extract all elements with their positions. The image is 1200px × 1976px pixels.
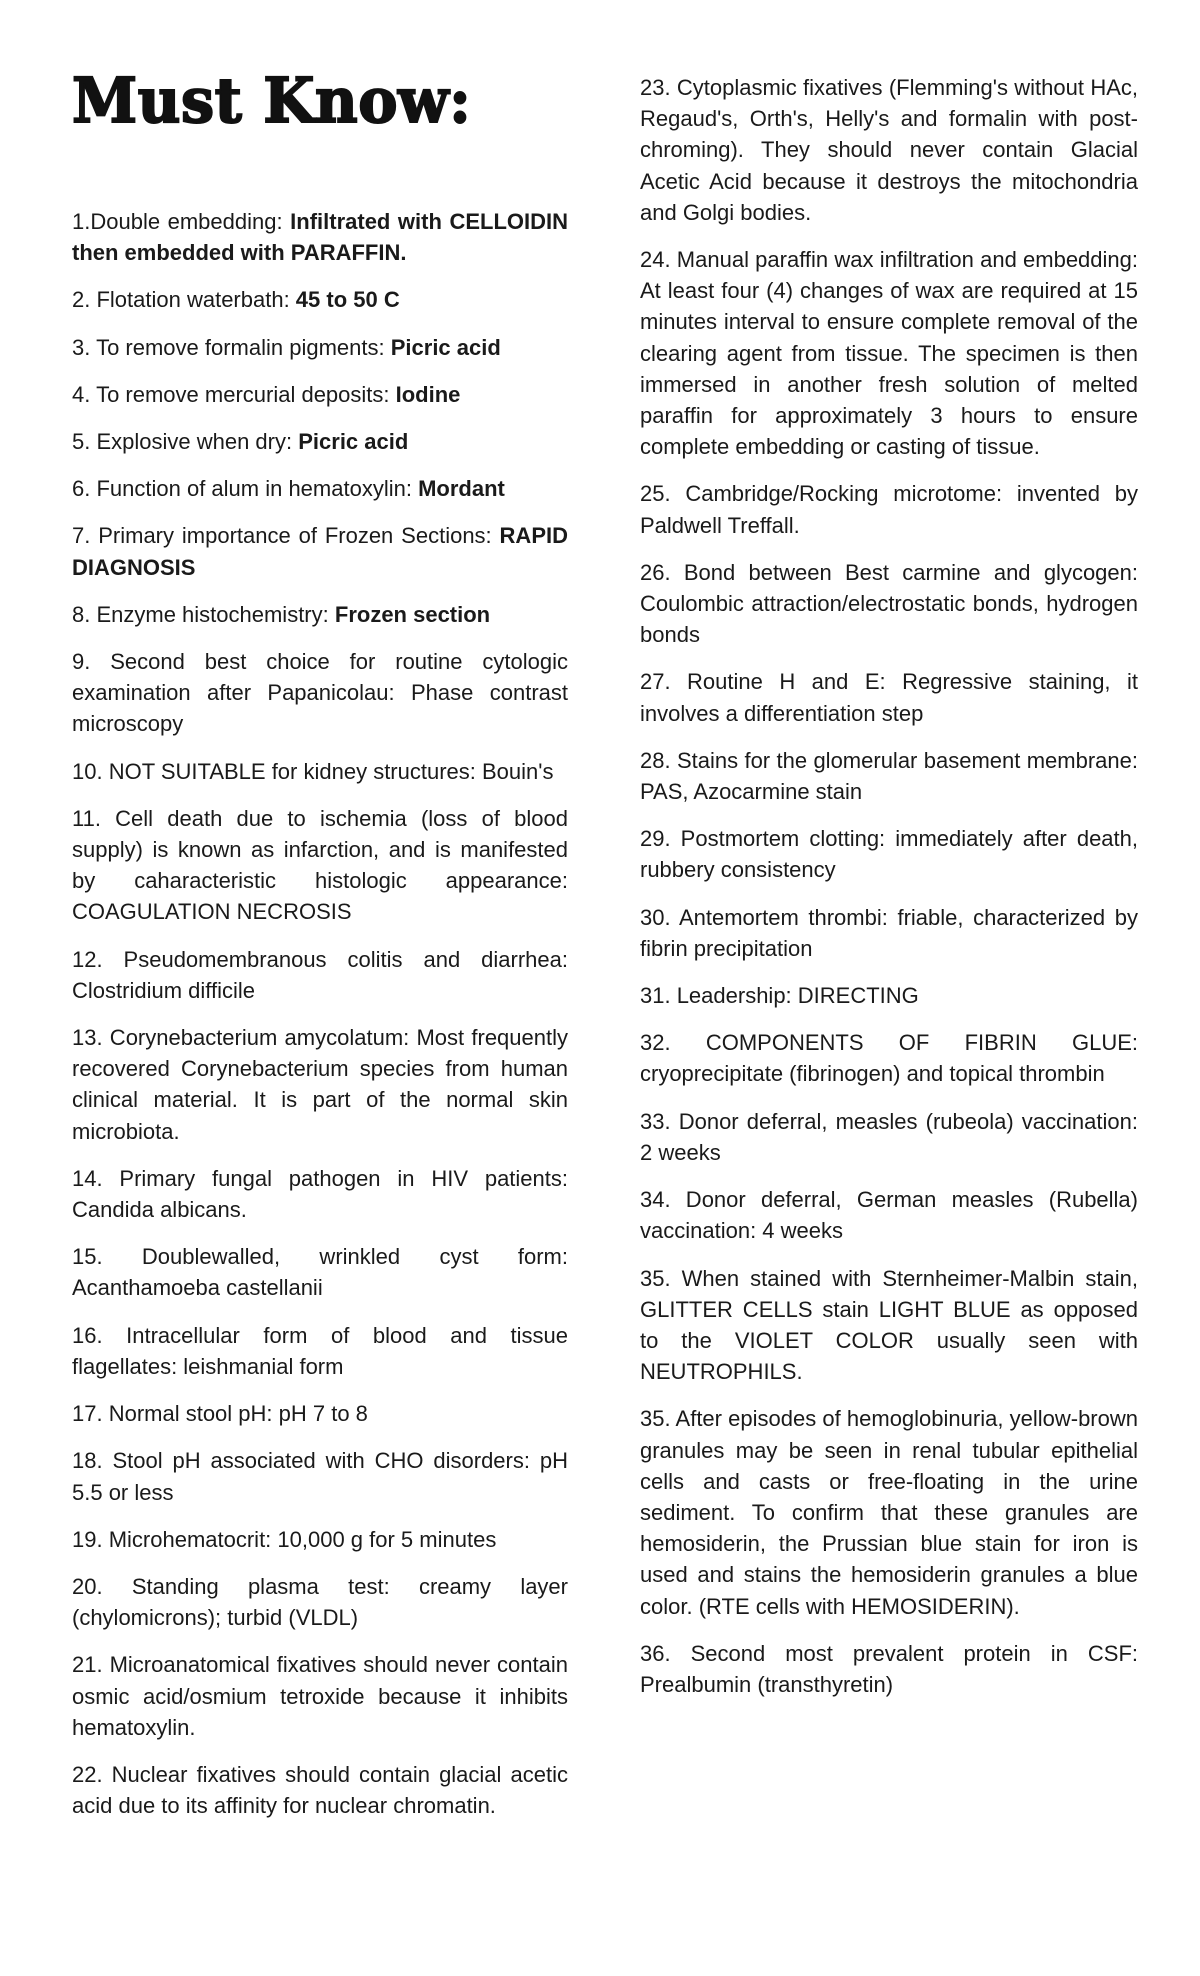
list-item: 13. Corynebacterium amycolatum: Most frequently recovered Corynebacterium species from human clinical material. It is part of the normal skin microbiota. — [72, 1025, 568, 1144]
list-item: 6. Function of alum in hematoxylin: Mordant — [72, 476, 505, 502]
list-item: 23. Cytoplasmic fixatives (Flemming's without HAc, Regaud's, Orth's, Helly's and formalin with post-chroming). They should never contain Glacial Acetic Acid because it destroys the mitochondria and Golgi bodies. — [640, 75, 1138, 225]
right-column — [640, 72, 1138, 1716]
list-item: 28. Stains for the glomerular basement membrane: PAS, Azocarmine stain — [640, 747, 1138, 805]
list-item: 1.Double embedding: Infiltrated with CELLOIDIN then embedded with PARAFFIN. — [72, 209, 568, 266]
list-item: 20. Standing plasma test: creamy layer (chylomicrons); turbid (VLDL) — [72, 1573, 568, 1631]
list-item: 31. Leadership: DIRECTING — [640, 983, 919, 1009]
page-title: Must Know: — [72, 64, 472, 137]
list-item: 12. Pseudomembranous colitis and diarrhea: Clostridium difficile — [72, 946, 568, 1003]
list-item: 10. NOT SUITABLE for kidney structures: Bouin's — [72, 758, 554, 784]
list-item: 3. To remove formalin pigments: Picric acid — [72, 334, 501, 360]
list-item: 30. Antemortem thrombi: friable, characterized by fibrin precipitation — [640, 904, 1138, 961]
list-item: 29. Postmortem clotting: immediately after death, rubbery consistency — [640, 826, 1138, 883]
list-item: 33. Donor deferral, measles (rubeola) vaccination: 2 weeks — [640, 1108, 1138, 1165]
list-item: 35. When stained with Sternheimer-Malbin stain, GLITTER CELLS stain LIGHT BLUE as opposed to the VIOLET COLOR usually seen with NEUTROPHILS. — [640, 1265, 1138, 1385]
list-item: 15. Doublewalled, wrinkled cyst form: Acanthamoeba castellanii — [72, 1244, 568, 1301]
list-item: 26. Bond between Best carmine and glycogen: Coulombic attraction/electrostatic bonds, hydrogen bonds — [640, 559, 1138, 648]
list-item: 8. Enzyme histochemistry: Frozen section — [72, 601, 491, 627]
list-item: 25. Cambridge/Rocking microtome: invented by Paldwell Treffall. — [640, 481, 1138, 538]
list-item: 9. Second best choice for routine cytologic examination after Papanicolau: Phase contrast microscopy — [72, 649, 568, 737]
list-item: 7. Primary importance of Frozen Sections: RAPID DIAGNOSIS — [72, 523, 568, 580]
list-item: 36. Second most prevalent protein in CSF: Prealbumin (transthyretin) — [640, 1640, 1138, 1697]
list-item: 17. Normal stool pH: pH 7 to 8 — [72, 1401, 368, 1427]
list-item: 22. Nuclear fixatives should contain glacial acetic acid due to its affinity for nuclear chromatin. — [72, 1761, 568, 1819]
list-item: 16. Intracellular form of blood and tissue flagellates: leishmanial form — [72, 1322, 568, 1379]
list-item: 34. Donor deferral, German measles (Rubella) vaccination: 4 weeks — [640, 1187, 1138, 1244]
list-item: 2. Flotation waterbath: 45 to 50 C — [72, 287, 400, 313]
list-item: 11. Cell death due to ischemia (loss of blood supply) is known as infarction, and is manifested by caharacteristic histologic appearance: COAGULATION NECROSIS — [72, 805, 568, 925]
list-item: 19. Microhematocrit: 10,000 g for 5 minutes — [72, 1526, 497, 1552]
list-item: 35. After episodes of hemoglobinuria, yellow-brown granules may be seen in renal tubular epithelial cells and casts or free-floating in the urine sediment. To confirm that these granules are hemosiderin, the Prussian blue stain for iron is used and stains the hemosiderin granules a blue color. (RTE cells with HEMOSIDERIN). — [640, 1406, 1138, 1619]
left-column — [72, 0, 568, 1837]
list-item: 21. Microanatomical fixatives should never contain osmic acid/osmium tetroxide because it inhibits hematoxylin. — [72, 1652, 568, 1740]
list-item: 14. Primary fungal pathogen in HIV patients: Candida albicans. — [72, 1165, 568, 1223]
list-item: 32. COMPONENTS OF FIBRIN GLUE: cryoprecipitate (fibrinogen) and topical thrombin — [640, 1030, 1138, 1087]
list-item: 27. Routine H and E: Regressive staining, it involves a differentiation step — [640, 669, 1138, 726]
list-item: 4. To remove mercurial deposits: Iodine — [72, 381, 461, 407]
list-item: 5. Explosive when dry: Picric acid — [72, 429, 409, 455]
list-item: 24. Manual paraffin wax infiltration and embedding: At least four (4) changes of wax are required at 15 minutes interval to ensure complete removal of the clearing agent from tissue. The specimen is then immersed in another fresh solution of melted paraffin for approximately 3 hours to ensure complete embedding or casting of tissue. — [640, 247, 1138, 460]
list-item: 18. Stool pH associated with CHO disorders: pH 5.5 or less — [72, 1448, 568, 1505]
